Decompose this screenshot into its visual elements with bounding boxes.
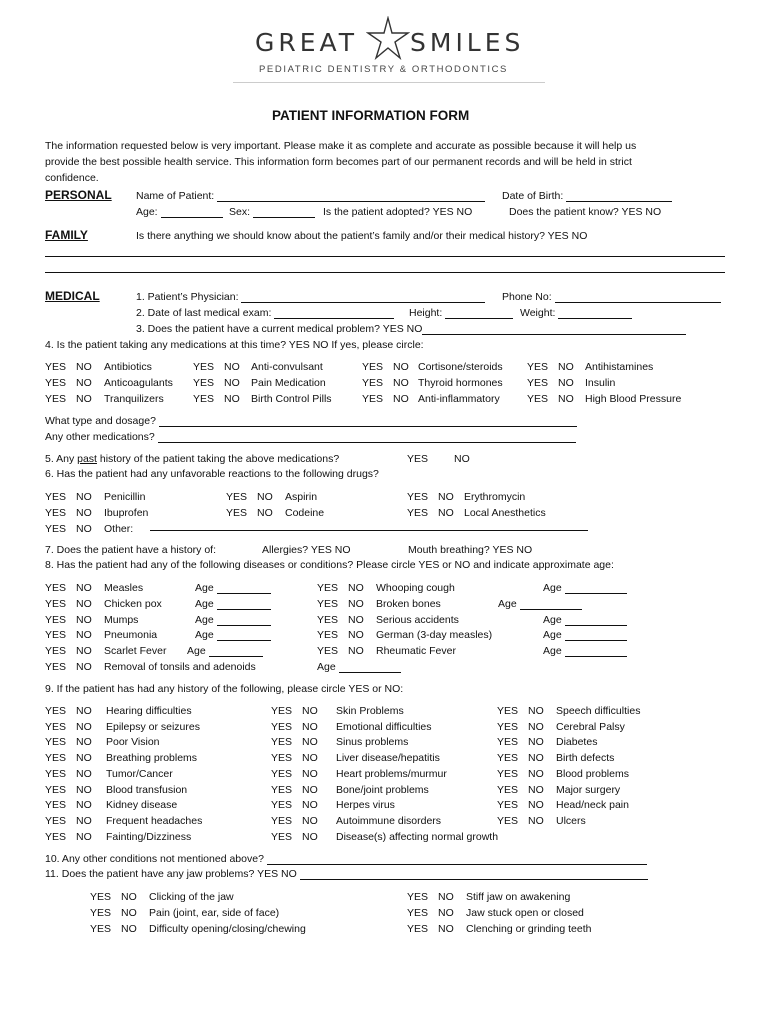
hist_col2-3-no[interactable]: NO: [302, 752, 318, 765]
hist_col1-6-yes[interactable]: YES: [45, 799, 67, 812]
intro-line-2: provide the best possible health service. This information form becomes part of our permanent records and will be held in strict: [45, 156, 632, 168]
jaw-left-0-yes[interactable]: YES: [90, 891, 112, 903]
med-2-2-yes[interactable]: YES: [362, 393, 384, 405]
jaw-left-2-no[interactable]: NO: [121, 923, 137, 935]
age-field[interactable]: [136, 206, 223, 218]
logo-divider: [233, 82, 545, 83]
hist_col1-7-yes[interactable]: YES: [45, 814, 67, 827]
medication-label: Anticoagulants: [104, 377, 173, 389]
med-2-0-no[interactable]: NO: [76, 393, 92, 405]
age-label: Age: [498, 597, 517, 610]
med-1-2-no[interactable]: NO: [393, 377, 409, 389]
weight-field[interactable]: [520, 307, 632, 319]
patient-name-label: Name of Patient:: [136, 190, 215, 202]
personal-heading: PERSONAL: [45, 188, 112, 202]
history-condition-label: Bone/joint problems: [336, 783, 429, 796]
disease-left-0-age-field[interactable]: [195, 582, 271, 594]
hist_col3-6-yes[interactable]: YES: [497, 799, 519, 812]
med-0-1-no[interactable]: NO: [224, 361, 240, 373]
disease-left-4-age-field[interactable]: [187, 645, 263, 657]
history-condition-label: Blood problems: [556, 767, 629, 780]
current-problem-label: 3. Does the patient have a current medical problem? YES NO: [136, 323, 423, 335]
history-condition-label: Epilepsy or seizures: [106, 720, 200, 733]
drug2-0-no[interactable]: NO: [257, 491, 273, 503]
disease-label: German (3-day measles): [376, 629, 493, 642]
adopted-question[interactable]: Is the patient adopted? YES NO: [323, 206, 473, 218]
sex-field[interactable]: [229, 206, 315, 218]
serious-accidents-age-field[interactable]: [543, 614, 627, 626]
hist_col1-5-yes[interactable]: YES: [45, 783, 67, 796]
hist_col1-1-no[interactable]: NO: [76, 720, 92, 733]
hist_col1-5-no[interactable]: NO: [76, 783, 92, 796]
jaw-right-1-yes[interactable]: YES: [407, 907, 429, 919]
drug2-0-yes[interactable]: YES: [226, 491, 248, 503]
history-condition-label: Birth defects: [556, 752, 615, 765]
last-exam-label: 2. Date of last medical exam:: [136, 307, 272, 319]
medication-label: Pain Medication: [251, 377, 326, 389]
med-0-2-no[interactable]: NO: [393, 361, 409, 373]
drug-label: Erythromycin: [464, 491, 526, 503]
jaw-left-1-yes[interactable]: YES: [90, 907, 112, 919]
disease-label: Scarlet Fever: [104, 645, 167, 658]
drug3-1-yes[interactable]: YES: [407, 507, 429, 519]
q9-text: 9. If the patient has had any history of the following, please circle YES or NO:: [45, 683, 404, 695]
jaw-right-0-no[interactable]: NO: [438, 891, 454, 903]
hist_col3-3-no[interactable]: NO: [528, 752, 544, 765]
dob-field[interactable]: [502, 190, 672, 202]
disease-right-0-yes[interactable]: YES: [317, 582, 339, 594]
q10-field[interactable]: [45, 853, 647, 865]
hist_col1-0-no[interactable]: NO: [76, 705, 92, 717]
hist_col2-4-no[interactable]: NO: [302, 767, 318, 780]
hist_col3-6-no[interactable]: NO: [528, 799, 544, 812]
history-condition-label: Liver disease/hepatitis: [336, 752, 440, 765]
allergies-question[interactable]: Allergies? YES NO: [262, 544, 351, 556]
disease-left-0-yes[interactable]: YES: [45, 582, 67, 594]
hist_col2-8-yes[interactable]: YES: [271, 830, 293, 843]
history-condition-label: Emotional difficulties: [336, 720, 432, 733]
history-condition-label: Kidney disease: [106, 799, 178, 812]
med-2-3-yes[interactable]: YES: [527, 393, 549, 405]
disease-label: Mumps: [104, 613, 139, 626]
history-condition-label: Fainting/Dizziness: [106, 830, 192, 843]
history-condition-label: Speech difficulties: [556, 705, 641, 717]
knows-question[interactable]: Does the patient know? YES NO: [509, 206, 662, 218]
drug1-2-no[interactable]: NO: [76, 523, 92, 535]
hist_col3-5-yes[interactable]: YES: [497, 783, 519, 796]
medication-label: High Blood Pressure: [585, 393, 682, 405]
jaw-right-1-no[interactable]: NO: [438, 907, 454, 919]
disease-left-3-no[interactable]: NO: [76, 629, 92, 642]
jaw-problem-label: Clicking of the jaw: [149, 891, 234, 903]
med-0-0-no[interactable]: NO: [76, 361, 92, 373]
hist_col2-0-no[interactable]: NO: [302, 705, 318, 717]
hist_col3-5-no[interactable]: NO: [528, 783, 544, 796]
other-meds-label: Any other medications?: [45, 431, 155, 443]
hist_col1-1-yes[interactable]: YES: [45, 720, 67, 733]
jaw-problem-label: Stiff jaw on awakening: [466, 891, 571, 903]
q6-text: 6. Has the patient had any unfavorable reactions to the following drugs?: [45, 468, 379, 480]
drug3-0-yes[interactable]: YES: [407, 491, 429, 503]
disease-label: Measles: [104, 582, 144, 594]
physician-field[interactable]: [136, 291, 485, 303]
med-1-2-yes[interactable]: YES: [362, 377, 384, 389]
medication-label: Anti-inflammatory: [418, 393, 500, 405]
med-2-1-no[interactable]: NO: [224, 393, 240, 405]
height-label: Height:: [409, 307, 443, 319]
hist_col2-1-no[interactable]: NO: [302, 720, 318, 733]
disease-label: Serious accidents: [376, 613, 459, 626]
hist_col1-8-no[interactable]: NO: [76, 830, 92, 843]
drug-label: Codeine: [285, 507, 325, 519]
hist_col3-2-no[interactable]: NO: [528, 736, 544, 749]
other-drug-line[interactable]: [150, 530, 588, 531]
q11-field[interactable]: [45, 868, 648, 880]
hist_col2-6-no[interactable]: NO: [302, 799, 318, 812]
history-condition-label: Cerebral Palsy: [556, 720, 625, 733]
history-condition-label: Tumor/Cancer: [106, 767, 173, 780]
hist_col2-2-no[interactable]: NO: [302, 736, 318, 749]
dosage-field[interactable]: [45, 415, 577, 427]
med-1-3-yes[interactable]: YES: [527, 377, 549, 389]
phone-label: Phone No:: [502, 291, 552, 303]
q4-text[interactable]: 4. Is the patient taking any medications at this time? YES NO If yes, please circle:: [45, 339, 424, 351]
hist_col1-0-yes[interactable]: YES: [45, 705, 67, 717]
patient-name-field[interactable]: [136, 190, 485, 202]
disease-left-2-no[interactable]: NO: [76, 613, 92, 626]
q11-label: 11. Does the patient have any jaw problems? YES NO: [45, 868, 297, 880]
medical-heading: MEDICAL: [45, 289, 100, 303]
age-label: Age: [187, 645, 206, 658]
medication-label: Antihistamines: [585, 361, 654, 373]
hist_col2-6-yes[interactable]: YES: [271, 799, 293, 812]
hist_col1-4-yes[interactable]: YES: [45, 767, 67, 780]
broken-bones-age-field[interactable]: [498, 598, 582, 610]
drug2-1-no[interactable]: NO: [257, 507, 273, 519]
hist_col2-3-yes[interactable]: YES: [271, 752, 293, 765]
sex-label: Sex:: [229, 206, 251, 218]
med-1-0-yes[interactable]: YES: [45, 377, 67, 389]
logo-tagline: PEDIATRIC DENTISTRY & ORTHODONTICS: [259, 64, 508, 75]
disease-left-4-no[interactable]: NO: [76, 645, 92, 658]
history-condition-label: Poor Vision: [106, 736, 160, 749]
history-condition-label: Disease(s) affecting normal growth: [336, 830, 499, 843]
q5-text: 5. Any past history of the patient taking the above medications?: [45, 453, 340, 465]
hist_col1-6-no[interactable]: NO: [76, 799, 92, 812]
jaw-problem-label: Jaw stuck open or closed: [466, 907, 584, 919]
disease-left-5-yes[interactable]: YES: [45, 661, 67, 673]
intro-line-1: The information requested below is very important. Please make it as complete and accurate as possible because it will help us: [45, 140, 637, 152]
history-condition-label: Heart problems/murmur: [336, 767, 447, 780]
disease-left-3-age-field[interactable]: [195, 629, 271, 641]
history-condition-label: Breathing problems: [106, 752, 198, 765]
drug1-2-yes[interactable]: YES: [45, 523, 67, 535]
med-2-2-no[interactable]: NO: [393, 393, 409, 405]
hist_col3-1-yes[interactable]: YES: [497, 720, 519, 733]
drug-label: Other:: [104, 523, 134, 535]
german-measles-age-field[interactable]: [543, 629, 627, 641]
mouth-breathing-question[interactable]: Mouth breathing? YES NO: [408, 544, 533, 556]
other-meds-field[interactable]: [45, 431, 576, 443]
age-label: Age: [543, 645, 562, 658]
hist_col3-3-yes[interactable]: YES: [497, 752, 519, 765]
hist_col1-4-no[interactable]: NO: [76, 767, 92, 780]
jaw-problem-label: Difficulty opening/closing/chewing: [149, 923, 306, 935]
jaw-left-2-yes[interactable]: YES: [90, 923, 112, 935]
disease-left-2-yes[interactable]: YES: [45, 613, 67, 626]
med-0-3-no[interactable]: NO: [558, 361, 574, 373]
history-condition-label: Diabetes: [556, 736, 598, 749]
med-0-1-yes[interactable]: YES: [193, 361, 215, 373]
age-label: Age: [317, 661, 336, 673]
medication-label: Tranquilizers: [104, 393, 164, 405]
hist_col1-3-yes[interactable]: YES: [45, 752, 67, 765]
drug-label: Penicillin: [104, 491, 146, 503]
age-label: Age:: [136, 206, 158, 218]
drug-label: Ibuprofen: [104, 507, 149, 519]
history-condition-label: Skin Problems: [336, 705, 404, 717]
hist_col3-4-yes[interactable]: YES: [497, 767, 519, 780]
disease-left-2-age-field[interactable]: [195, 614, 271, 626]
history-condition-label: Head/neck pain: [556, 799, 629, 812]
med-1-1-yes[interactable]: YES: [193, 377, 215, 389]
medication-label: Antibiotics: [104, 361, 152, 373]
med-0-2-yes[interactable]: YES: [362, 361, 384, 373]
med-0-3-yes[interactable]: YES: [527, 361, 549, 373]
family-heading: FAMILY: [45, 228, 88, 242]
hist_col2-4-yes[interactable]: YES: [271, 767, 293, 780]
disease-right-3-no[interactable]: NO: [348, 629, 364, 642]
drug1-0-yes[interactable]: YES: [45, 491, 67, 503]
disease-left-1-yes[interactable]: YES: [45, 597, 67, 610]
med-1-1-no[interactable]: NO: [224, 377, 240, 389]
age-label: Age: [195, 582, 214, 594]
disease-right-2-yes[interactable]: YES: [317, 613, 339, 626]
disease-left-3-yes[interactable]: YES: [45, 629, 67, 642]
q10-label: 10. Any other conditions not mentioned above?: [45, 853, 264, 865]
height-field[interactable]: [409, 307, 513, 319]
whooping-cough-age-field[interactable]: [543, 582, 627, 594]
weight-label: Weight:: [520, 307, 556, 319]
hist_col3-0-no[interactable]: NO: [528, 705, 544, 717]
q7-text: 7. Does the patient have a history of:: [45, 544, 217, 556]
drug-label: Aspirin: [285, 491, 318, 503]
current-problem-field[interactable]: [136, 323, 686, 335]
physician-label: 1. Patient’s Physician:: [136, 291, 239, 303]
history-condition-label: Sinus problems: [336, 736, 409, 749]
med-0-0-yes[interactable]: YES: [45, 361, 67, 373]
hist_col3-4-no[interactable]: NO: [528, 767, 544, 780]
hist_col2-8-no[interactable]: NO: [302, 830, 318, 843]
tonsils-age-field[interactable]: [317, 661, 401, 673]
disease-left-4-yes[interactable]: YES: [45, 645, 67, 658]
jaw-right-2-no[interactable]: NO: [438, 923, 454, 935]
hist_col2-0-yes[interactable]: YES: [271, 705, 293, 717]
med-2-3-no[interactable]: NO: [558, 393, 574, 405]
med-1-3-no[interactable]: NO: [558, 377, 574, 389]
starfish-logo-icon: [366, 16, 410, 60]
drug3-1-no[interactable]: NO: [438, 507, 454, 519]
drug1-1-yes[interactable]: YES: [45, 507, 67, 519]
q5-no[interactable]: NO: [454, 453, 470, 465]
hist_col1-7-no[interactable]: NO: [76, 814, 92, 827]
family-answer-line-1[interactable]: [45, 256, 725, 257]
medication-label: Anti-convulsant: [251, 361, 323, 373]
dosage-label: What type and dosage?: [45, 415, 156, 427]
disease-left-5-no[interactable]: NO: [76, 661, 92, 673]
drug1-1-no[interactable]: NO: [76, 507, 92, 519]
hist_col3-7-no[interactable]: NO: [528, 814, 544, 827]
disease-right-4-yes[interactable]: YES: [317, 645, 339, 658]
history-condition-label: Ulcers: [556, 814, 586, 827]
last-exam-field[interactable]: [136, 307, 394, 319]
med-2-1-yes[interactable]: YES: [193, 393, 215, 405]
logo-right-text: SMILES: [410, 28, 525, 57]
age-label: Age: [195, 613, 214, 626]
age-label: Age: [195, 629, 214, 642]
disease-right-4-no[interactable]: NO: [348, 645, 364, 658]
hist_col3-0-yes[interactable]: YES: [497, 705, 519, 717]
disease-label: Rheumatic Fever: [376, 645, 456, 658]
hist_col1-2-yes[interactable]: YES: [45, 736, 67, 749]
jaw-left-1-no[interactable]: NO: [121, 907, 137, 919]
q5-yes[interactable]: YES: [407, 453, 429, 465]
phone-field[interactable]: [502, 291, 721, 303]
hist_col2-5-no[interactable]: NO: [302, 783, 318, 796]
hist_col2-1-yes[interactable]: YES: [271, 720, 293, 733]
history-condition-label: Frequent headaches: [106, 814, 203, 827]
hist_col3-7-yes[interactable]: YES: [497, 814, 519, 827]
jaw-problem-label: Pain (joint, ear, side of face): [149, 907, 280, 919]
disease-label: Chicken pox: [104, 597, 162, 610]
jaw-problem-label: Clenching or grinding teeth: [466, 923, 592, 935]
age-label: Age: [543, 629, 562, 642]
age-label: Age: [195, 597, 214, 610]
medication-label: Cortisone/steroids: [418, 361, 503, 373]
hist_col1-8-yes[interactable]: YES: [45, 830, 67, 843]
rheumatic-fever-age-field[interactable]: [543, 645, 627, 657]
disease-right-3-yes[interactable]: YES: [317, 629, 339, 642]
q8-text: 8. Has the patient had any of the following diseases or conditions? Please circle YES or NO and indicate approximate age:: [45, 559, 614, 571]
intro-line-3: confidence.: [45, 172, 99, 184]
dob-label: Date of Birth:: [502, 190, 564, 202]
hist_col1-3-no[interactable]: NO: [76, 752, 92, 765]
med-2-0-yes[interactable]: YES: [45, 393, 67, 405]
age-label: Age: [543, 582, 562, 594]
disease-label: Broken bones: [376, 597, 441, 610]
disease-left-0-no[interactable]: NO: [76, 582, 92, 594]
disease-right-2-no[interactable]: NO: [348, 613, 364, 626]
hist_col2-7-yes[interactable]: YES: [271, 814, 293, 827]
disease-left-1-age-field[interactable]: [195, 598, 271, 610]
hist_col2-7-no[interactable]: NO: [302, 814, 318, 827]
hist_col1-2-no[interactable]: NO: [76, 736, 92, 749]
medication-label: Birth Control Pills: [251, 393, 332, 405]
drug3-0-no[interactable]: NO: [438, 491, 454, 503]
jaw-right-2-yes[interactable]: YES: [407, 923, 429, 935]
med-1-0-no[interactable]: NO: [76, 377, 92, 389]
age-label: Age: [543, 613, 562, 626]
hist_col3-1-no[interactable]: NO: [528, 720, 544, 733]
history-condition-label: Hearing difficulties: [106, 705, 192, 717]
disease-right-1-no[interactable]: NO: [348, 597, 364, 610]
history-condition-label: Major surgery: [556, 783, 621, 796]
hist_col3-2-yes[interactable]: YES: [497, 736, 519, 749]
drug-label: Local Anesthetics: [464, 507, 546, 519]
disease-right-1-yes[interactable]: YES: [317, 597, 339, 610]
hist_col2-5-yes[interactable]: YES: [271, 783, 293, 796]
family-answer-line-2[interactable]: [45, 272, 725, 273]
jaw-left-0-no[interactable]: NO: [121, 891, 137, 903]
medication-label: Insulin: [585, 377, 616, 389]
logo-left-text: GREAT: [255, 28, 358, 57]
disease-left-1-no[interactable]: NO: [76, 597, 92, 610]
hist_col2-2-yes[interactable]: YES: [271, 736, 293, 749]
form-title: PATIENT INFORMATION FORM: [272, 108, 470, 123]
disease-label: Whooping cough: [376, 582, 455, 594]
drug2-1-yes[interactable]: YES: [226, 507, 248, 519]
jaw-right-0-yes[interactable]: YES: [407, 891, 429, 903]
disease-label: Pneumonia: [104, 629, 158, 642]
disease-label: Removal of tonsils and adenoids: [104, 661, 256, 673]
family-question[interactable]: Is there anything we should know about the patient’s family and/or their medical history? YES NO: [136, 230, 588, 242]
history-condition-label: Herpes virus: [336, 799, 395, 812]
history-condition-label: Blood transfusion: [106, 783, 188, 796]
medication-label: Thyroid hormones: [418, 377, 503, 389]
drug1-0-no[interactable]: NO: [76, 491, 92, 503]
disease-right-0-no[interactable]: NO: [348, 582, 364, 594]
history-condition-label: Autoimmune disorders: [336, 814, 442, 827]
